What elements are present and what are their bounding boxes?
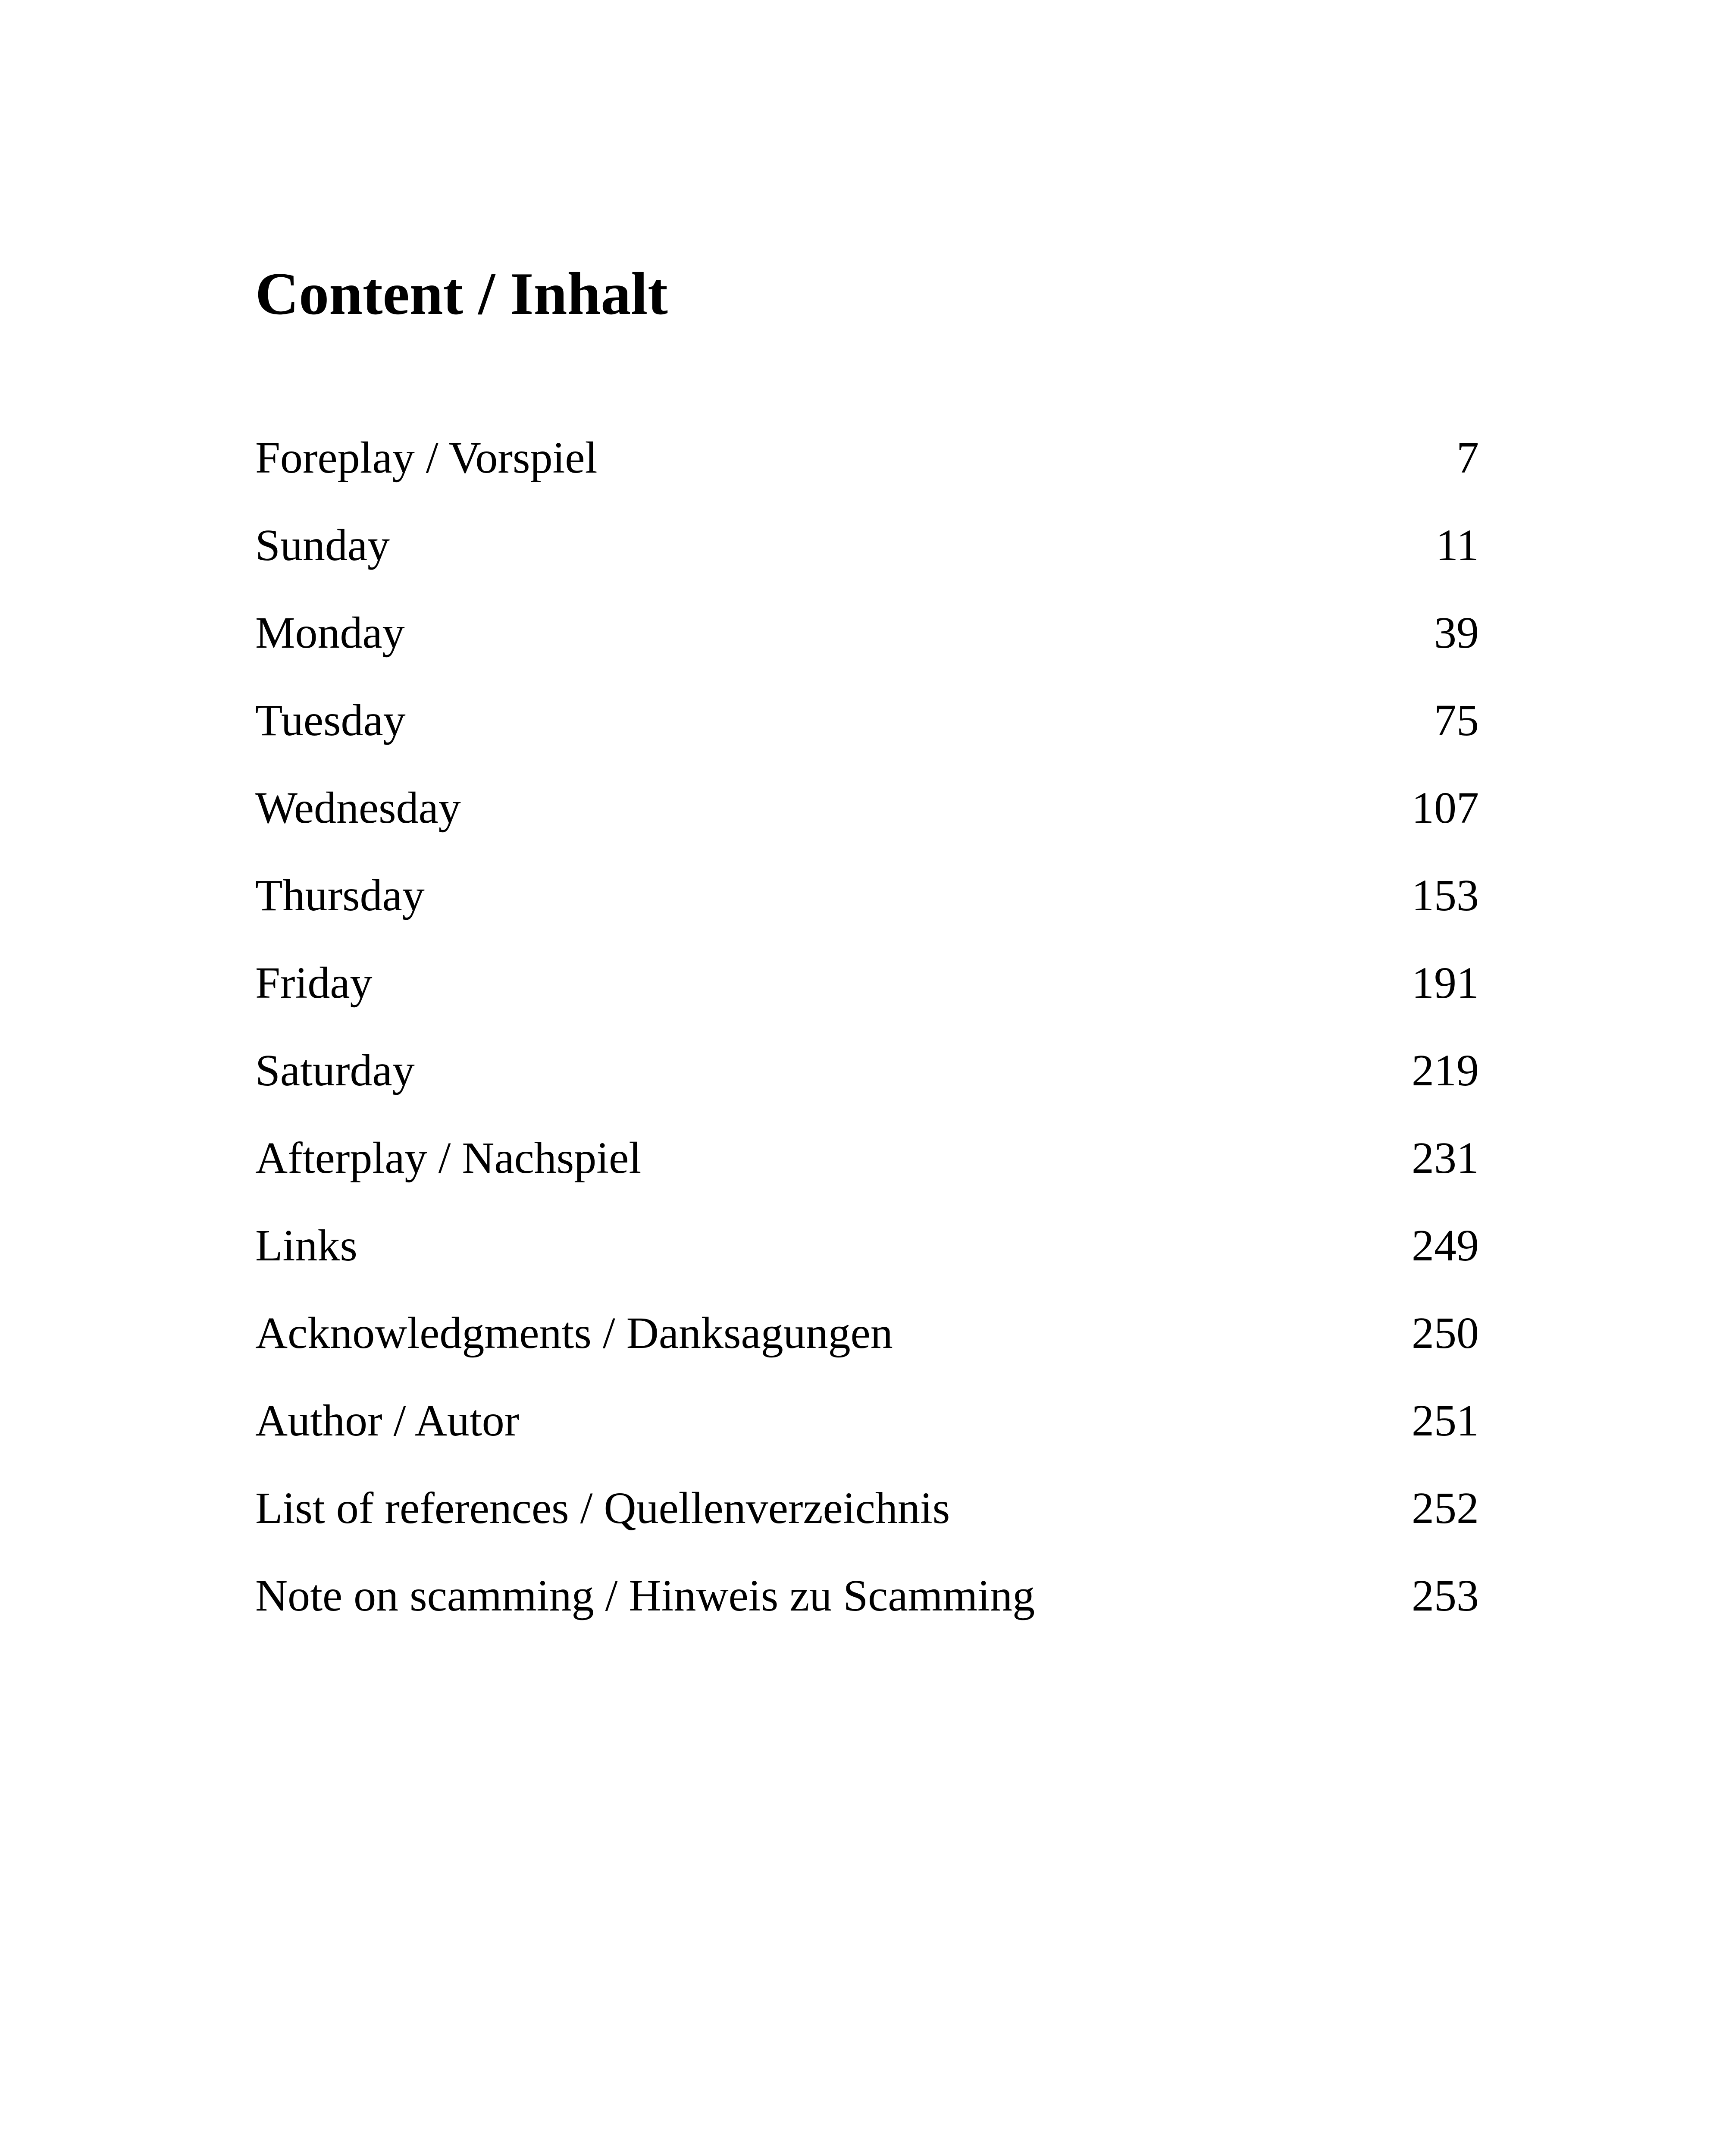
toc-entry-page-number: 39 (1434, 608, 1479, 658)
toc-entry-page-number: 252 (1412, 1483, 1479, 1533)
toc-entry (255, 1394, 1479, 1482)
toc-entry-page-number: 153 (1412, 871, 1479, 920)
toc-entry-page-number: 107 (1412, 783, 1479, 833)
toc-entry-label: Monday (255, 608, 405, 658)
toc-entry-label: Author / Autor (255, 1396, 520, 1445)
toc-entry (255, 1044, 1479, 1131)
toc-entry-label: Note on scamming / Hinweis zu Scamming (255, 1571, 1035, 1620)
toc-entry-page-number: 7 (1456, 433, 1479, 483)
toc-entry (255, 1131, 1479, 1219)
toc-entry-page-number: 75 (1434, 696, 1479, 745)
toc-entry-page-number: 219 (1412, 1046, 1479, 1095)
toc-entry (255, 781, 1479, 869)
toc-entry-page-number: 191 (1412, 958, 1479, 1008)
toc-entry (255, 431, 1479, 519)
toc-entry-label: Wednesday (255, 783, 461, 833)
toc-entry-label: Thursday (255, 871, 425, 920)
toc-entry-label: Friday (255, 958, 373, 1008)
toc-entry-page-number: 11 (1435, 520, 1479, 570)
toc-entry-label: Afterplay / Nachspiel (255, 1133, 642, 1183)
toc-entry-label: Foreplay / Vorspiel (255, 433, 598, 483)
toc-entry-label: Sunday (255, 520, 390, 570)
toc-entry-page-number: 249 (1412, 1221, 1479, 1270)
toc-entry (255, 1569, 1479, 1657)
toc-entry-page-number: 250 (1412, 1308, 1479, 1358)
toc-entry-page-number: 253 (1412, 1571, 1479, 1620)
toc-entry-label: Acknowledgments / Danksagungen (255, 1308, 893, 1358)
toc-entry-label: Saturday (255, 1046, 415, 1095)
toc-entry (255, 1307, 1479, 1394)
table-of-contents (255, 431, 1479, 1657)
toc-entry-label: List of references / Quellenverzeichnis (255, 1483, 950, 1533)
toc-entry (255, 956, 1479, 1044)
toc-entry-label: Links (255, 1221, 357, 1270)
toc-entry (255, 694, 1479, 781)
toc-entry (255, 869, 1479, 956)
toc-entry-label: Tuesday (255, 696, 406, 745)
toc-entry-page-number: 231 (1412, 1133, 1479, 1183)
toc-entry (255, 519, 1479, 606)
toc-entry (255, 606, 1479, 694)
toc-entry-page-number: 251 (1412, 1396, 1479, 1445)
toc-entry (255, 1219, 1479, 1307)
toc-title: Content / Inhalt (255, 260, 668, 327)
toc-entry (255, 1482, 1479, 1569)
